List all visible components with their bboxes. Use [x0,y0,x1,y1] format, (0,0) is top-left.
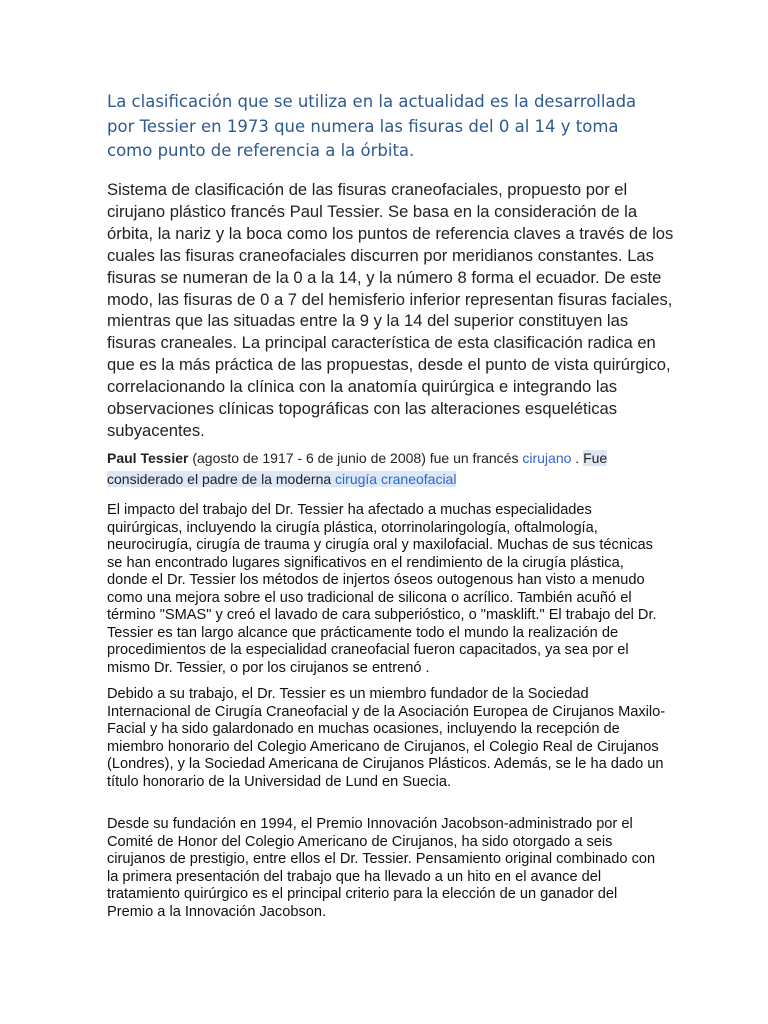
jacobson-paragraph: Desde su fundación en 1994, el Premio Innovación Jacobson-administrado por el Comité de Honor del Colegio Americano de Cirujanos, ha sido otorgado a seis cirujanos de prestigio, entre ellos el Dr. Tessier. Pensamiento original combinado con la primera presentación del trabajo que ha llevado a un hito en el avance del tratamiento quirúrgico es el principal criterio para la elección de un ganador del Premio a la Innovación Jacobson. [107,816,656,920]
bio-separator: . [571,450,584,466]
summary-heading: La clasificación que se utiliza en la actualidad es la desarrollada por Tessier en 1973 que numera las fisuras del 0 al 14 y toma como punto de referencia a la órbita. [107,92,637,160]
cirujano-link[interactable]: cirujano [522,450,572,466]
impact-paragraph: El impacto del trabajo del Dr. Tessier ha afectado a muchas especialidades quirúrgicas, incluyendo la cirugía plástica, otorrinolaringología, oftalmología, neurocirugía, cirugía de trauma y cirugía oral y maxilofacial. Muchas de sus técnicas se han encontrado lugares significativos en el rendimiento de la cirugía plástica, donde el Dr. Tessier los métodos de injertos óseos outogenous han visto a menudo como una mejora sobre el uso tradicional de silicona o acrílico. También acuñó el término "SMAS" y creó el lavado de cara subperióstico, o "masklift." El trabajo del Dr. Tessier es tan largo alcance que prácticamente todo el mundo la realización de procedimientos de la especialidad craneofacial fueron capacitados, ya sea por el mismo Dr. Tessier, o por los cirujanos se entrenó . [107,502,657,676]
bio-paragraph [107,448,667,489]
cirugia-craneofacial-link[interactable]: cirugía craneofacial [335,470,457,487]
bio-highlight-text: Fue considerado el padre de la moderna [107,450,608,487]
bio-dates-text: (agosto de 1917 - 6 de junio de 2008) fue un francés [188,450,523,466]
honors-paragraph: Debido a su trabajo, el Dr. Tessier es un miembro fundador de la Sociedad Internacional de Cirugía Craneofacial y de la Asociación Europea de Cirujanos Maxilo-Facial y ha sido galardonado en muchas ocasiones, incluyendo la recepción de miembro honorario del Colegio Americano de Cirujanos, el Colegio Real de Cirujanos (Londres), y la Sociedad Americana de Cirujanos Plásticos. Además, se le ha dado un título honorario de la Universidad de Lund en Suecia. [107,686,666,790]
bio-name: Paul Tessier [107,450,189,466]
intro-paragraph: Sistema de clasificación de las fisuras craneofaciales, propuesto por el cirujano plástico francés Paul Tessier. Se basa en la consideración de la órbita, la nariz y la boca como los puntos de referencia claves a través de los cuales las fisuras craneofaciales discurren por meridianos constantes. Las fisuras se numeran de la 0 a la 14, y la número 8 forma el ecuador. De este modo, las fisuras de 0 a 7 del hemisferio inferior representan fisuras faciales, mientras que las situadas entre la 9 y la 14 del superior constituyen las fisuras craneales. La principal característica de esta clasificación radica en que es la más práctica de las propuestas, desde el punto de vista quirúrgico, correlacionando la clínica con la anatomía quirúrgica e integrando las observaciones clínicas topográficas con las alteraciones esqueléticas subyacentes. [107,180,674,440]
